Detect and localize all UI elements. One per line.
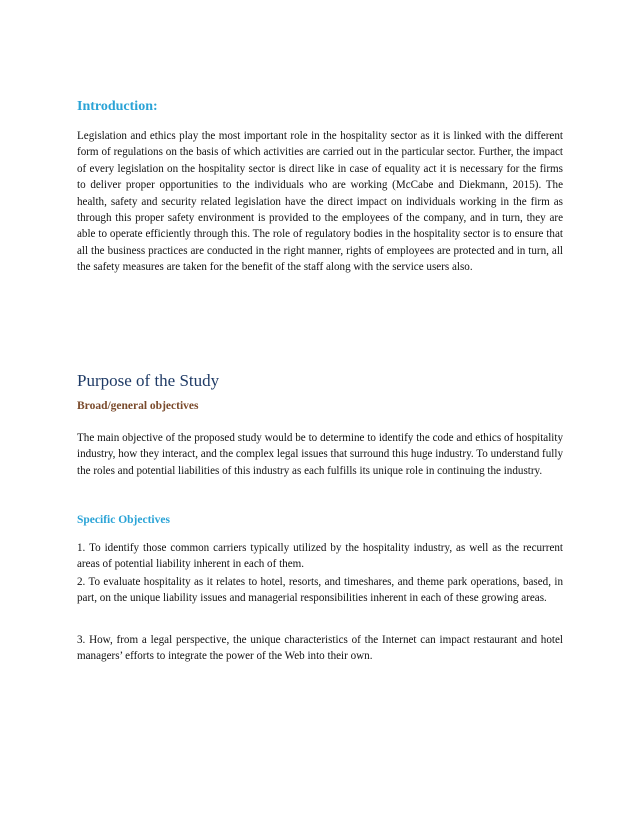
- broad-objectives-paragraph: The main objective of the proposed study would be to determine to identify the code and ethics of hospitality industry, how they interact, and the complex legal issues that surround this huge industry. To understand fully the roles and potential liabilities of this industry as each fulfills its unique role in continuing the industry.: [77, 432, 563, 477]
- specific-objective-item: 1. To identify those common carriers typically utilized by the hospitality industry, as well as the recurrent areas of potential liability inherent in each of them.: [77, 542, 563, 571]
- introduction-paragraph: Legislation and ethics play the most important role in the hospitality sector as it is linked with the different form of regulations on the basis of which activities are carried out in the particular sector. Further, the impact of every legislation on the hospitality sector is direct like in case of equality act it is necessary for the firms to deliver proper opportunities to the individuals who are working (McCabe and Diekmann, 2015). The health, safety and security related legislation have the direct impact on individuals working in the firm as through this proper safety environment is provided to the employees of the company, and in turn, they are able to operate efficiently through this. The role of regulatory bodies in the hospitality sector is to ensure that all the business practices are conducted in the right manner, rights of employees are protected and in turn, all the safety measures are taken for the benefit of the staff along with the service users also.: [77, 130, 563, 274]
- purpose-heading: Purpose of the Study: [77, 371, 220, 390]
- introduction-heading: Introduction:: [77, 99, 158, 114]
- specific-objectives-heading: Specific Objectives: [77, 514, 170, 526]
- broad-objectives-heading: Broad/general objectives: [77, 400, 199, 412]
- specific-objective-item: 2. To evaluate hospitality as it relates to hotel, resorts, and timeshares, and theme park operations, based, in part, on the unique liability issues and managerial responsibilities inherent in each of these growing areas.: [77, 576, 563, 605]
- specific-objective-item: 3. How, from a legal perspective, the unique characteristics of the Internet can impact restaurant and hotel managers’ efforts to integrate the power of the Web into their own.: [77, 634, 563, 663]
